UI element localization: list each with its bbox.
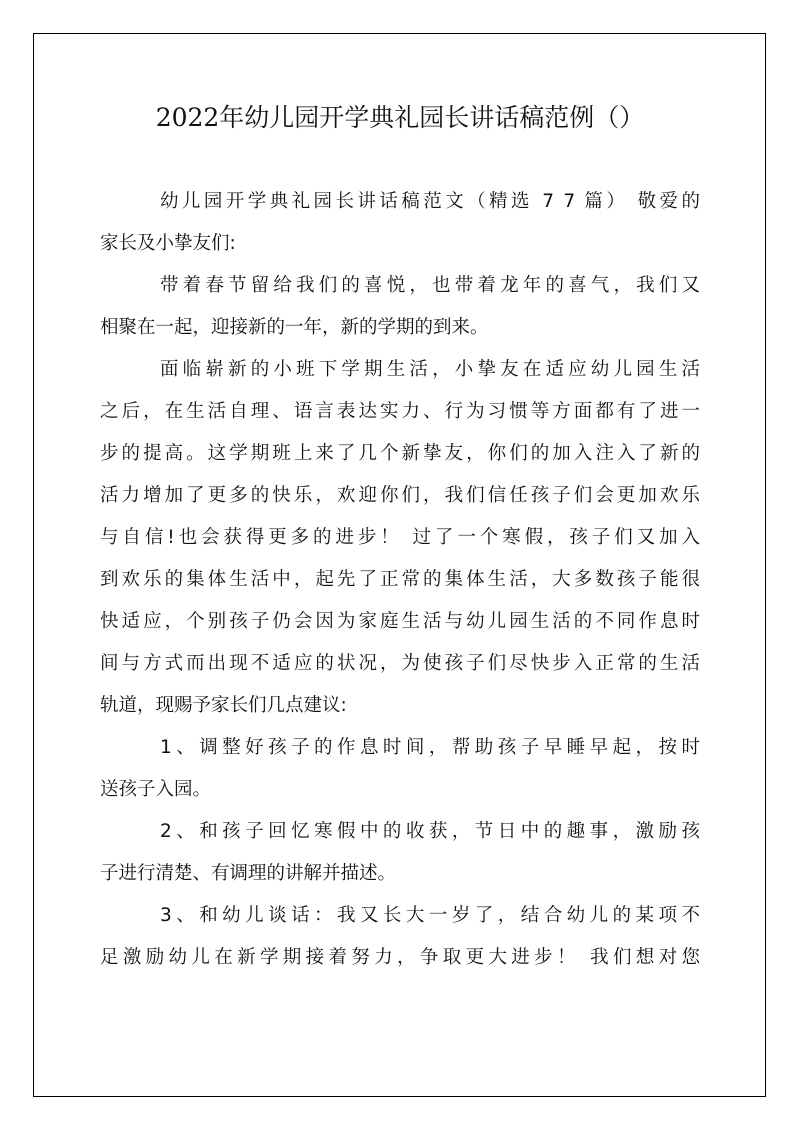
paragraph-line: 3、和幼儿谈话：我又长大一岁了，结合幼儿的某项不 — [160, 905, 700, 926]
paragraph-line: 与自信!也会获得更多的进步！ 过了一个寒假，孩子们又加入 — [100, 527, 700, 548]
paragraph-line: 面临崭新的小班下学期生活，小挚友在适应幼儿园生活 — [160, 359, 700, 380]
paragraph-line: 相聚在一起，迎接新的一年，新的学期的到来。 — [100, 317, 489, 338]
paragraph-line: 幼儿园开学典礼园长讲话稿范文（精选 7 7 篇） 敬爱的 — [160, 191, 700, 212]
paragraph-line: 快适应，个别孩子仍会因为家庭生活与幼儿园生活的不同作息时 — [100, 611, 700, 632]
paragraph-line: 步的提高。这学期班上来了几个新挚友，你们的加入注入了新的 — [100, 443, 700, 464]
paragraph-line: 2、和孩子回忆寒假中的收获，节日中的趣事，激励孩 — [160, 821, 700, 842]
paragraph-line: 轨道，现赐予家长们几点建议: — [100, 695, 347, 716]
paragraph-line: 之后，在生活自理、语言表达实力、行为习惯等方面都有了进一 — [100, 401, 700, 422]
paragraph-line: 间与方式而出现不适应的状况，为使孩子们尽快步入正常的生活 — [100, 653, 700, 674]
paragraph-line: 到欢乐的集体生活中，起先了正常的集体生活，大多数孩子能很 — [100, 569, 700, 590]
paragraph-line: 活力增加了更多的快乐，欢迎你们，我们信任孩子们会更加欢乐 — [100, 485, 700, 506]
paragraph-line: 家长及小挚友们: — [100, 233, 236, 254]
paragraph-line: 子进行清楚、有调理的讲解并描述。 — [100, 863, 397, 884]
paragraph-line: 送孩子入园。 — [100, 779, 212, 800]
document-title: 2022年幼儿园开学典礼园长讲话稿范例（） — [155, 103, 645, 132]
paragraph-line: 足激励幼儿在新学期接着努力，争取更大进步！ 我们想对您 — [100, 947, 700, 968]
paragraph-line: 带着春节留给我们的喜悦，也带着龙年的喜气，我们又 — [160, 275, 700, 296]
paragraph-line: 1、调整好孩子的作息时间，帮助孩子早睡早起，按时 — [160, 737, 700, 758]
